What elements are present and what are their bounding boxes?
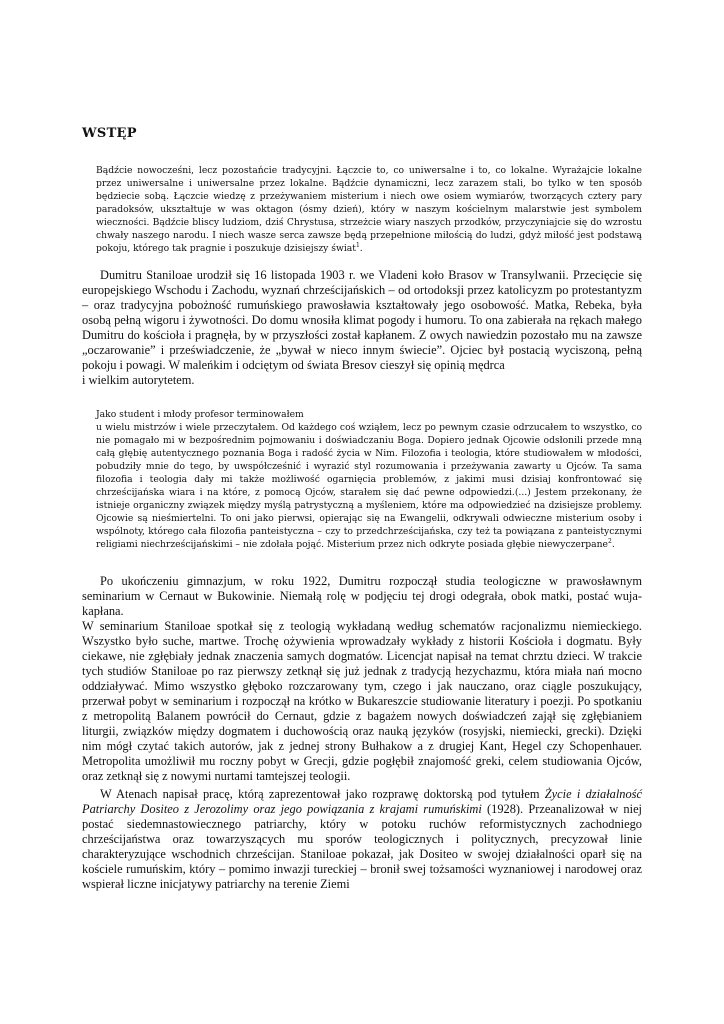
paragraph-biography-tail: i wielkim autorytetem.: [82, 373, 195, 387]
opening-quote-text: Bądźcie nowocześni, lecz pozostańcie tradycyjni. Łączcie to, co uniwersalne i to, co lokalne. Wyrażajcie lokalne przez uniwersalne i uniwersalne przez lokalne. Bądźcie dynamiczni, lecz zarazem stali, bo tylko w ten sposób będziecie sobą. Łączcie wiedzę z przeżywaniem misterium i niech owe osiem wymiarów, tworzących cztery pary paradoksów, ukształtuje w was oktagon (ósmy dzień), który w naszym kościelnym malarstwie jest symbolem wieczności. Bądźcie bliscy ludziom, dziś Chrystusa, strzeżcie wiary naszych przodków, przyczyniajcie się do wzrostu chwały naszego narodu. I niech wasze serca zawsze będą przepełnione miłością do ludzi, gdyż miłość jest podstawą pokoju, którego tak pragnie i poszukuje dzisiejszy świat: [96, 165, 642, 254]
opening-quote: [96, 164, 642, 255]
opening-quote-end: .: [359, 243, 363, 254]
paragraph-athens: [82, 787, 642, 892]
staniloae-quote: [96, 408, 642, 551]
staniloae-quote-end: .: [611, 539, 615, 550]
paragraph-seminary: W seminarium Staniloae spotkał się z teologią wykładaną według schematów racjonalizmu niemieckiego. Wszystko było suche, martwe. Trochę ożywienia wprowadzały wykłady z historii Kościoła i dogmatu. Były ciekawe, nie zgłębiały jednak znaczenia samych dogmatów. Licencjat napisał na temat chrztu dzieci. W trakcie tych studiów Staniloae po raz pierwszy zetknął się już jednak z tradycją hezychazmu, która miała nań mocno oddziaływać. Mimo wszystko głęboko rozczarowany tym, czego i jak nauczano, oraz ciągle poszukujący, przerwał pobyt w seminarium i rozpoczął na krótko w Bukareszcie studiowanie literatury i poezji. Po spotkaniu z metropolitą Balanem powrócił do Cernaut, gdzie z bagażem nowych doświadczeń zajął się zgłębianiem liturgii, związków między dogmatem i duchowością oraz nauką języków (rosyjski, niemiecki, grecki). Dzięki nim mógł czytać takich autorów, jak z jednej strony Bułhakow a z drugiej Kant, Hegel czy Schopenhauer. Metropolita umożliwił mu roczny pobyt w Grecji, gdzie pogłębił znajomość greki, celem studiowania Ojców, oraz zetknął się z nowymi nurtami tamtejszej teologii.: [82, 619, 642, 783]
body-continued: [82, 574, 642, 892]
staniloae-quote-text: u wielu mistrzów i wiele przeczytałem. Od każdego coś wziąłem, lecz po pewnym czasie odrzucałem to wszystko, co nie pomagało mi w bezpośrednim pojmowaniu i doświadczaniu Boga. Dopiero jednak Ojcowie odsłonili przede mną całą głębię autentycznego poznania Boga i radość życia w Nim. Filozofia i teologia, które studiowałem w młodości, pobudziły mnie do tego, by uwspółcześnić i wyrazić styl rozumowania i przeżywania zawarty u Ojców. Ta sama filozofia i teologia dały mi także możliwość ogarnięcia problemów, z jakimi musi dzisiaj konfrontować się chrześcijańska wiara i na które, z pomocą Ojców, starałem się dać pewne odpowiedzi.(...) Jestem przekonany, że istnieje organiczny związek między myślą patrystyczną a myśleniem, które ma odpowiedzieć na dzisiejsze problemy. Ojcowie są nieśmiertelni. To oni jako pierwsi, opierając się na Ewangelii, odkrywali odwieczne misterium osoby i wspólnoty, którego cała filozofia panteistyczna – czy to przedchrześcijańska, czy też ta powiązana z panteistycznymi religiami niechrześcijańskimi – nie zdołała pojąć. Misterium przez nich odkryte posiada głębie niewyczerpane: [96, 422, 642, 550]
dissertation-title: Życie i działalność Patriarchy Dositeo z Jerozolimy oraz jego powiązania z krajami rumuńskimi: [82, 787, 643, 816]
page-title: WSTĘP: [82, 126, 137, 141]
paragraph-athens-intro: W Atenach napisał pracę, którą zaprezentował jako rozprawę doktorską pod tytułem: [100, 787, 545, 801]
paragraph-gymnasium: Po ukończeniu gimnazjum, w roku 1922, Dumitru rozpoczął studia teologiczne w prawosławnym seminarium w Cernaut w Bukowinie. Niemałą rolę w podjęciu tej drogi odegrała, obok matki, postać wuja-kapłana.: [82, 574, 642, 618]
paragraph-biography-text: Dumitru Staniloae urodził się 16 listopada 1903 r. we Vladeni koło Brasov w Transylwanii. Przecięcie się europejskiego Wschodu i Zachodu, wyznań chrześcijańskich – od ortodoksji przez katolicyzm po protestantyzm – oraz tradycyjna pobożność rumuńskiego prawosławia kształtowały jego osobowość. Matka, Rebeka, była osobą pełną wigoru i żywotności. Do domu wnosiła klimat pogody i humoru. To ona zabierała na rękach małego Dumitru do kościoła i pragnęła, by w przyszłości został kapłanem. Z owych nawiedzin pozostało mu na zawsze „oczarowanie” i przeświadczenie, że „bywał w nieco innym świecie”. Ojciec był postacią wyciszoną, pełną pokoju i powagi. W maleńkim i odciętym od świata Bresov cieszył się opinią mędrca: [82, 268, 642, 372]
paragraph-biography: [82, 268, 642, 388]
staniloae-quote-first-line: Jako student i młody profesor terminowałem: [96, 409, 304, 420]
paragraph-athens-rest: (1928). Przeanalizował w niej postać siedemnastowiecznego patriarchy, który w potoku ruchów reformistycznych zachodniego chrześcijaństwa oraz towarzyszących mu sporów teologicznych i politycznych, precyzował linie charakteryzujące wschodnich chrześcijan. Staniloae pokazał, jak Dositeo w swojej działalności oparł się na kościele rumuńskim, który – pomimo inwazji tureckiej – bronił swej tożsamości wyznaniowej i narodowej oraz wspierał liczne inicjatywy patriarchy na terenie Ziemi: [82, 802, 643, 891]
footnote-marker-1[interactable]: 1: [355, 241, 360, 249]
footnote-marker-2[interactable]: 2: [607, 537, 612, 545]
